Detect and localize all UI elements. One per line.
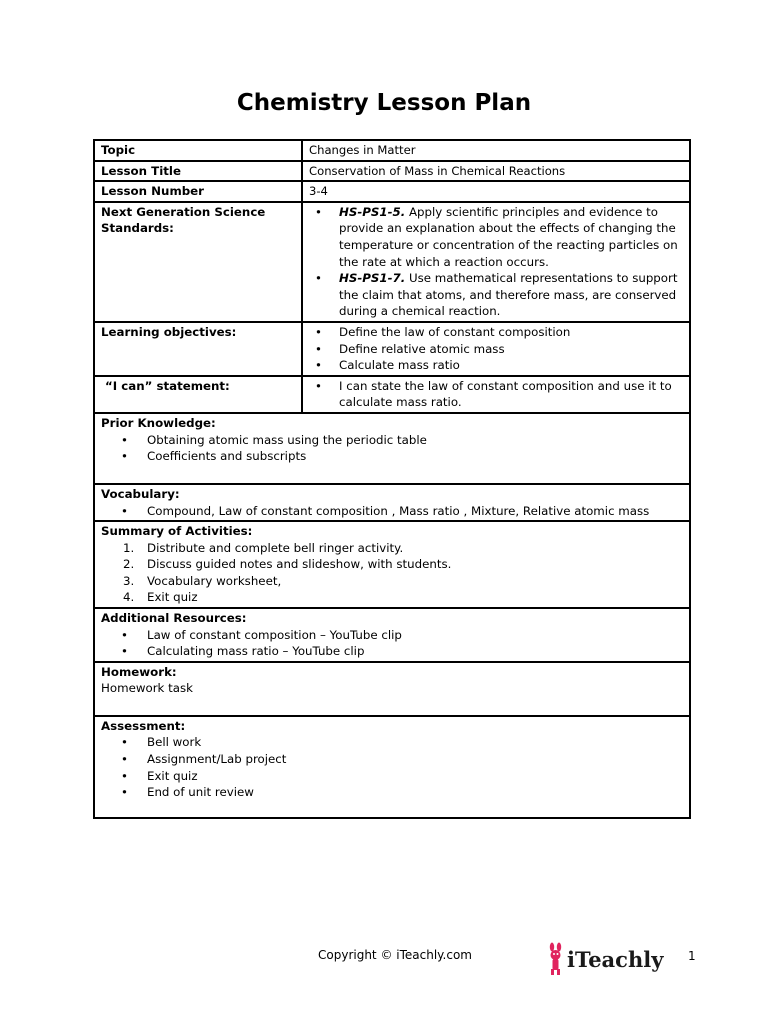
section-body [95, 485, 689, 520]
row-label: Next Generation Science Standards: [95, 203, 303, 321]
list-item-text: Assignment/Lab project [147, 752, 287, 767]
row-objectives [95, 323, 689, 377]
section-body [95, 609, 689, 661]
page-title: Chemistry Lesson Plan [236, 90, 532, 116]
standard-code: HS-PS1-7. [339, 271, 406, 286]
list-item [101, 734, 683, 751]
bullet-icon: • [121, 627, 128, 642]
i-can-cell [303, 377, 689, 412]
bullet-icon: • [121, 785, 128, 800]
list-item-text: Obtaining atomic mass using the periodic table [147, 432, 427, 447]
list-item-text: Distribute and complete bell ringer activity. [147, 540, 404, 555]
standards-list [309, 204, 683, 320]
section-body [95, 414, 689, 483]
section-homework [95, 663, 689, 717]
list-item-text: Vocabulary worksheet, [147, 573, 282, 588]
mascot-icon [546, 942, 566, 976]
section-body [95, 522, 689, 607]
bullet-icon: • [121, 735, 128, 750]
bullet-icon: • [315, 341, 322, 356]
section-body [95, 663, 689, 715]
list-item-text: End of unit review [147, 785, 254, 800]
list-item [309, 378, 683, 411]
list-number: 2. [123, 557, 135, 572]
list-item [101, 540, 683, 557]
section-assessment [95, 717, 689, 817]
list-item-text: Discuss guided notes and slideshow, with students. [147, 557, 452, 572]
row-topic [95, 141, 689, 162]
section-header: Assessment: [101, 718, 186, 733]
section-vocabulary [95, 485, 689, 522]
list-item-text: Compound, Law of constant composition , Mass ratio , Mixture, Relative atomic mass [147, 503, 650, 518]
list-item-text: Exit quiz [147, 590, 198, 605]
bullet-icon: • [315, 378, 322, 393]
iteachly-logo [546, 942, 663, 976]
section-header: Homework: [101, 664, 177, 679]
copyright-text: Copyright © iTeachly.com [318, 948, 472, 962]
standard-code: HS-PS1-5. [339, 204, 406, 219]
row-value: Changes in Matter [309, 143, 416, 157]
homework-text: Homework task [101, 681, 193, 696]
resources-list [101, 627, 683, 660]
list-item-text: Law of constant composition – YouTube clip [147, 627, 402, 642]
section-body [95, 717, 689, 817]
list-item [309, 204, 683, 270]
list-item [101, 589, 683, 606]
bullet-icon: • [121, 752, 128, 767]
section-header: Summary of Activities: [101, 524, 253, 539]
list-item-text: Exit quiz [147, 768, 198, 783]
list-item-text: Calculate mass ratio [339, 358, 460, 373]
i-can-list [309, 378, 683, 411]
list-item-text: Coefficients and subscripts [147, 449, 307, 464]
list-item [101, 784, 683, 801]
row-label: “I can” statement: [95, 377, 303, 412]
list-item [101, 627, 683, 644]
list-item [101, 556, 683, 573]
list-item [309, 341, 683, 358]
row-value: Conservation of Mass in Chemical Reactions [309, 163, 566, 178]
row-i-can [95, 377, 689, 414]
bullet-icon: • [121, 449, 128, 464]
list-number: 1. [123, 540, 135, 555]
assessment-list [101, 734, 683, 800]
list-item-text: Define the law of constant composition [339, 324, 571, 339]
row-label: Lesson Number [95, 182, 303, 201]
objectives-list [309, 324, 683, 374]
list-item [101, 573, 683, 590]
list-item [101, 643, 683, 660]
lesson-plan-table [93, 139, 691, 819]
vocab-list [101, 503, 683, 520]
row-lesson-title [95, 162, 689, 183]
section-prior-knowledge [95, 414, 689, 485]
bullet-icon: • [315, 204, 322, 219]
section-header: Prior Knowledge: [101, 415, 216, 430]
objectives-cell [303, 323, 689, 375]
bullet-icon: • [315, 324, 322, 339]
list-item [101, 448, 683, 465]
row-label: Lesson Title [95, 162, 303, 181]
list-item [309, 357, 683, 374]
row-lesson-number [95, 182, 689, 203]
list-item [101, 768, 683, 785]
list-item [101, 751, 683, 768]
logo-text: iTeachly [567, 946, 664, 972]
list-number: 4. [123, 590, 135, 605]
list-item-text: Define relative atomic mass [339, 341, 505, 356]
section-header: Vocabulary: [101, 486, 180, 501]
standards-list-cell [303, 203, 689, 321]
prior-list [101, 432, 683, 465]
row-label: Learning objectives: [95, 323, 303, 375]
activities-list [101, 540, 683, 606]
bullet-icon: • [121, 503, 128, 518]
section-resources [95, 609, 689, 663]
section-activities [95, 522, 689, 609]
bullet-icon: • [121, 768, 128, 783]
standard-text: Use mathematical representations to support the claim that atoms, and therefore mass, are conserved during a chemical reaction. [339, 271, 678, 319]
row-label: Topic [95, 141, 303, 160]
page-number: 1 [688, 949, 696, 963]
bullet-icon: • [121, 432, 128, 447]
list-item [101, 432, 683, 449]
bullet-icon: • [315, 358, 322, 373]
row-standards [95, 203, 689, 323]
section-header: Additional Resources: [101, 611, 247, 626]
list-number: 3. [123, 573, 135, 588]
list-item-text: I can state the law of constant composition and use it to calculate mass ratio. [339, 378, 672, 410]
standard-text: Apply scientific principles and evidence to provide an explanation about the effects of changing the temperature or concentration of the reacting particles on the rate at which a reaction occurs. [339, 204, 678, 269]
bullet-icon: • [121, 644, 128, 659]
bullet-icon: • [315, 271, 322, 286]
list-item [309, 324, 683, 341]
list-item-text: Bell work [147, 735, 202, 750]
row-value: 3-4 [309, 184, 328, 199]
list-item [309, 270, 683, 320]
list-item-text: Calculating mass ratio – YouTube clip [147, 644, 365, 659]
list-item [101, 503, 683, 520]
